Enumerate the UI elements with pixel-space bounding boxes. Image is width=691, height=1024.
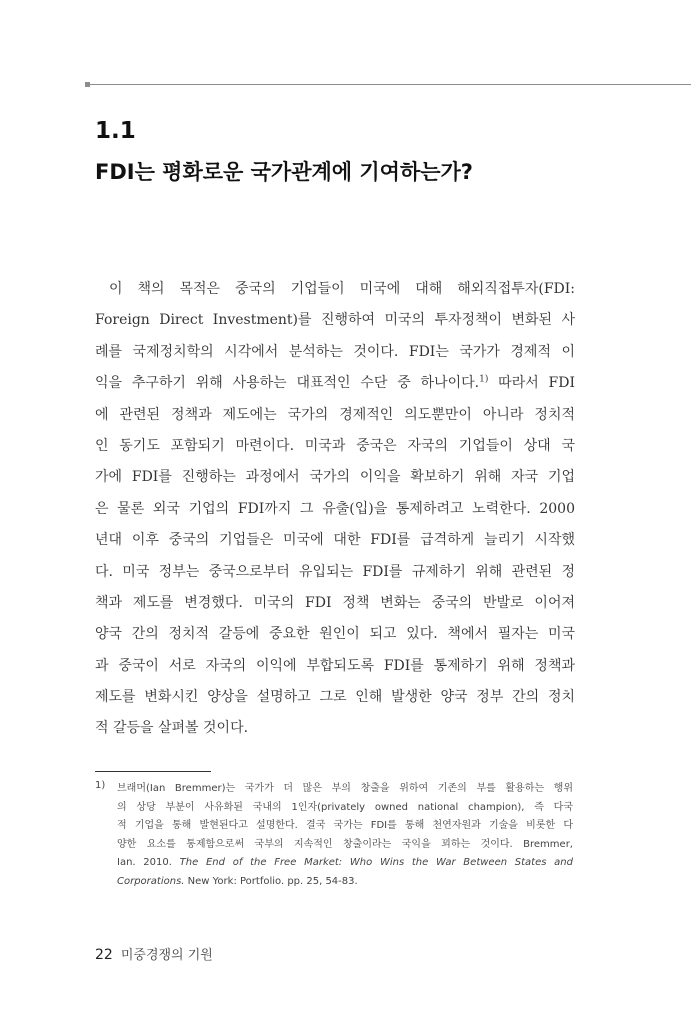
body-paragraph [95, 274, 575, 745]
section-title: FDI는 평화로운 국가관계에 기여하는가? [95, 160, 473, 184]
footnote-line [117, 873, 573, 892]
top-rule-marker [85, 82, 90, 87]
body-line: 은 물론 외국 기업의 FDI까지 그 유출(입)을 통제하려고 노력한다. 2000 [95, 500, 575, 517]
body-line: 책과 제도를 변경했다. 미국의 FDI 정책 변화는 중국의 반발로 이어져 [95, 594, 575, 611]
footnote-line [117, 854, 573, 873]
body-line: 에 관련된 정책과 제도에는 국가의 경제적인 의도뿐만이 아니라 정치적 [95, 406, 575, 423]
citation-title: Corporations. [117, 875, 185, 887]
body-line: 가에 FDI를 진행하는 과정에서 국가의 이익을 확보하기 위해 자국 기업 [95, 469, 575, 486]
body-line: 이 책의 목적은 중국의 기업들이 미국에 대해 해외직접투자(FDI: [109, 281, 575, 297]
section-number: 1.1 [95, 118, 136, 144]
body-line: 제도를 변화시킨 양상을 설명하고 그로 인해 발생한 양국 정부 간의 정치 [95, 689, 575, 706]
body-line: 양국 간의 정치적 갈등에 중요한 원인이 되고 있다. 책에서 필자는 미국 [95, 626, 575, 643]
body-line: 다. 미국 정부는 중국으로부터 유입되는 FDI를 규제하기 위해 관련된 정 [95, 563, 575, 580]
citation-title: The End of the Free Market: Who Wins the War Between States and [179, 857, 573, 868]
body-line: 인 동기도 포함되기 마련이다. 미국과 중국은 자국의 기업들이 상대 국 [95, 437, 575, 454]
footnote-marker: 1) [479, 374, 489, 385]
body-line: 년대 이후 중국의 기업들은 미국에 대한 FDI를 급격하게 늘리기 시작했 [95, 532, 575, 549]
footnote-line: 의 상당 부분이 사유화된 국내의 1인자(privately owned national champion), 즉 다국 [117, 801, 573, 813]
footnote-text [117, 780, 573, 891]
body-line: Foreign Direct Investment)를 진행하여 미국의 투자정책이 변화된 사 [95, 312, 575, 329]
citation-publisher: New York: Portfolio. pp. 25, 54-83. [187, 875, 358, 887]
citation-author-year: Ian. 2010. [117, 857, 172, 868]
footnote [95, 780, 573, 891]
top-rule [88, 84, 691, 85]
body-line-text: 익을 추구하기 위해 사용하는 대표적인 수단 중 하나이다. [95, 375, 480, 392]
page-number: 22 [95, 947, 113, 963]
footnote-line: 브래머(Ian Bremmer)는 국가가 더 많은 부의 창출을 위하여 기존의 부를 활용하는 행위 [117, 783, 573, 794]
body-line [95, 368, 575, 399]
running-title: 미중경쟁의 기원 [120, 948, 213, 963]
footnote-number: 1) [95, 780, 106, 791]
footnote-line: 적 기업을 통해 발현된다고 설명한다. 결국 국가는 FDI를 통해 천연자원과 기술을 비롯한 다 [117, 820, 573, 831]
page-footer [95, 944, 213, 963]
body-line: 과 중국이 서로 자국의 이익에 부합되도록 FDI를 통제하기 위해 정책과 [95, 657, 575, 674]
body-line: 적 갈등을 살펴볼 것이다. [95, 720, 249, 737]
body-line: 례를 국제정치학의 시각에서 분석하는 것이다. FDI는 국가가 경제적 이 [95, 343, 575, 360]
body-line-text: 따라서 FDI [498, 375, 576, 392]
footnote-separator [95, 771, 211, 772]
footnote-line: 양한 요소를 통제함으로써 국부의 지속적인 창출이라는 국익을 꾀하는 것이다. Bremmer, [117, 838, 573, 850]
